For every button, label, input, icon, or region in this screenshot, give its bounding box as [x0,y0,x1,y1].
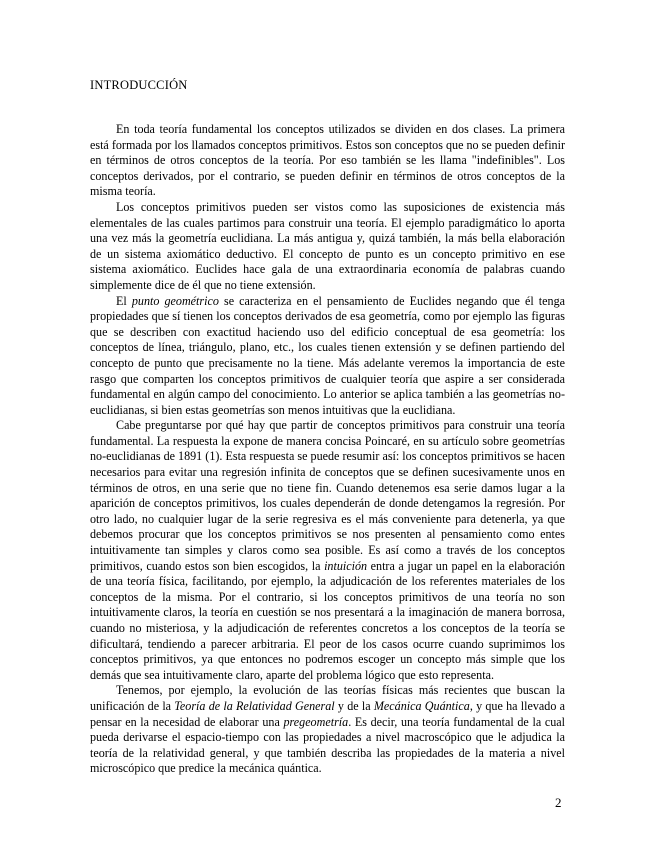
paragraph [90,683,565,777]
paragraph [90,200,565,294]
text-run: Los conceptos primitivos pueden ser vistos como las suposiciones de existencia más elementales de las cuales partimos para construir una teoría. El ejemplo paradigmático lo aporta una vez más la geometría euclidiana. La más antigua y, quizá también, la más bella elaboración de un sistema axiomático deductivo. El concepto de punto es un concepto primitivo en ese sistema axiomático. Euclides hace gala de una extraordinaria economía de palabras cuando simplemente dice de él que no tiene extensión. [90,199,565,292]
section-heading: INTRODUCCIÓN [90,78,188,92]
italic-term: pregeometría [283,714,349,729]
text-run: Tenemos, por ejemplo, la evolución de las teorías físicas más recientes que buscan la unificación de la [90,683,565,713]
text-run: y de la [334,698,374,713]
page-number: 2 [555,795,562,810]
italic-term: intuición [324,558,368,573]
text-run: El [116,293,132,308]
text-run: Cabe preguntarse por qué hay que partir de conceptos primitivos para construir una teoría fundamental. La respuesta la expone de manera concisa Poincaré, en su artículo sobre geometrías no-euclidianas de 1891 (1). Esta respuesta se puede resumir así: los conceptos primitivos se hacen necesarios para evitar una regresión infinita de conceptos que se definen sucesivamente unos en términos de otros, en una serie que no tiene fin. Cuando detenemos esa serie damos lugar a la aparición de conceptos primitivos, los cuales dependerán de donde detengamos la regresión. Por otro lado, no cualquier lugar de la serie regresiva es el más conveniente para detenerla, ya que debemos procurar que los conceptos primitivos se nos presenten al pensamiento como entes intuitivamente tan simples y claros como sea posible. Es así como a través de los conceptos primitivos, cuando estos son bien escogidos, la [90,418,565,573]
text-run: , y que ha llevado a pensar en la necesidad de elaborar una [90,698,565,729]
text-run: En toda teoría fundamental los conceptos utilizados se dividen en dos clases. La primera está formada por los llamados conceptos primitivos. Estos son conceptos que no se pueden definir en términos de otros conceptos de la teoría. Por eso también se les llama "indefinibles". Los conceptos derivados, por el contrario, se pueden definir en términos de otros conceptos de la misma teoría. [90,122,565,199]
paragraph [90,122,565,200]
paragraph [90,294,565,419]
paragraph [90,418,565,683]
text-run: . Es decir, una teoría fundamental de la cual pueda derivarse el espacio-tiempo con las propiedades a nivel macroscópico que le adjudica la teoría de la relatividad general, y que también describa las propiedades de la materia a nivel microscópico que predice la mecánica quántica. [90,714,565,776]
text-run: se caracteriza en el pensamiento de Euclides negando que él tenga propiedades que sí tienen los conceptos derivados de esa geometría, como por ejemplo las figuras que se describen con exactitud haciendo uso del edificio conceptual de esa geometría: los conceptos de línea, triángulo, plano, etc., los cuales tienen extensión y se definen partiendo del concepto de punto que precisamente no la tiene. Más adelante veremos la importancia de este rasgo que comparten los conceptos primitivos de cualquier teoría que aspire a ser considerada fundamental en algún campo del conocimiento. Lo anterior se aplica también a las geometrías no-euclidianas, si bien estas geometrías son menos intuitivas que la euclidiana. [90,293,565,417]
italic-term: punto geométrico [131,293,219,308]
text-run: entra a jugar un papel en la elaboración de una teoría física, facilitando, por ejemplo, la adjudicación de los referentes materiales de los conceptos de la misma. Por el contrario, si los conceptos primitivos de una teoría no son intuitivamente claros, la teoría en cuestión se nos presentará a la imaginación de manera borrosa, cuando no misteriosa, y la adjudicación de referentes concretos a los conceptos de la teoría se dificultará, tendiendo a parecer arbitraria. El peor de los casos ocurre cuando suprimimos los conceptos primitivos, ya que entonces no podremos escoger un concepto más simple que los demás que sea intuitivamente claro, aparte del problema lógico que esto representa. [90,558,566,682]
body-text [90,122,565,777]
italic-term: Mecánica Quántica [373,698,470,713]
italic-term: Teoría de la Relatividad General [174,698,335,713]
